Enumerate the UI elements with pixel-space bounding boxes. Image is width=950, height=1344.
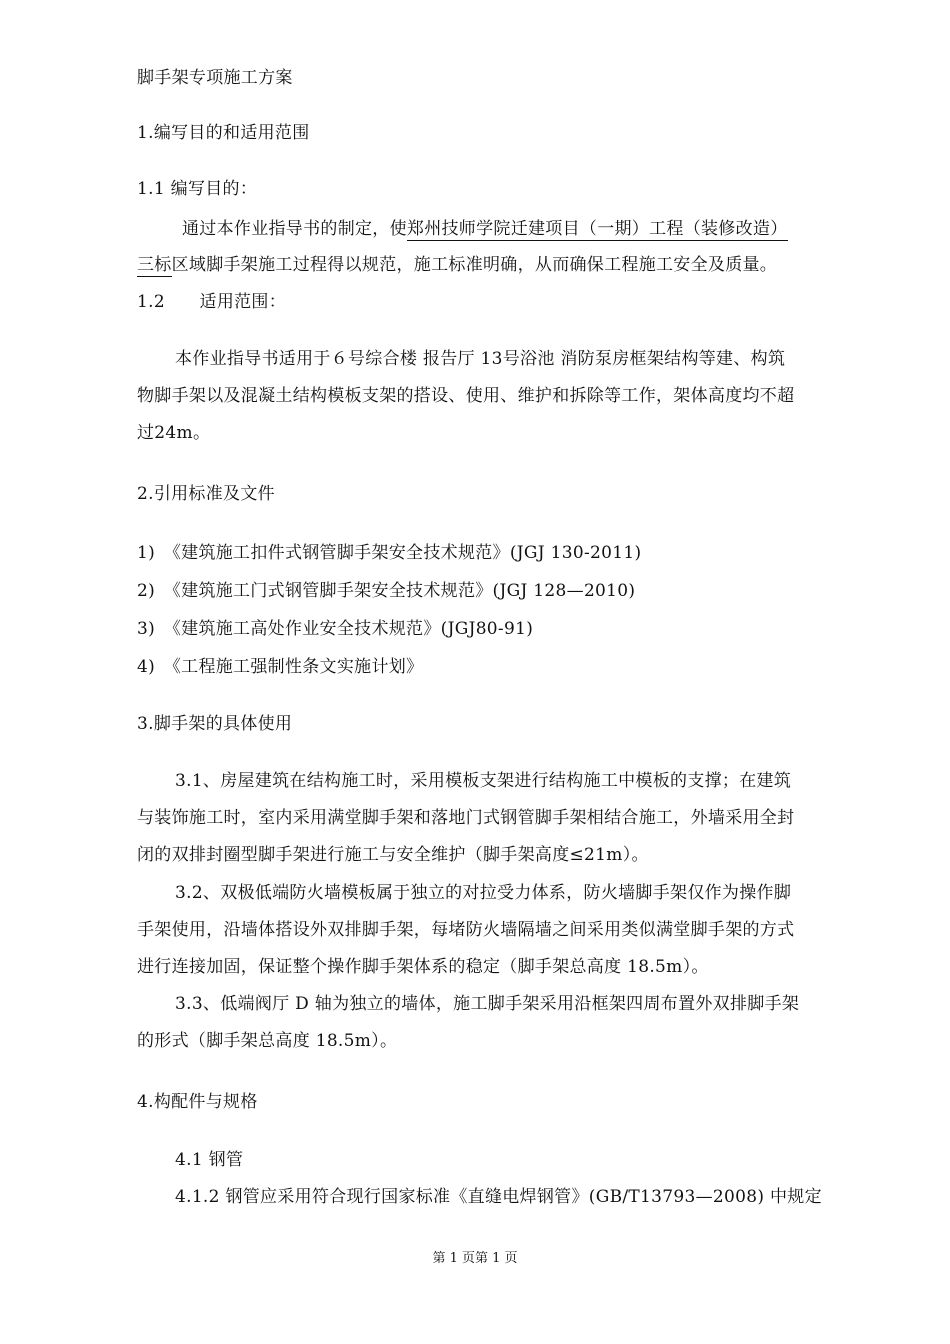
project-section-underlined: 三标 xyxy=(137,255,172,275)
section-1-2-heading: 1.2 适用范围： xyxy=(137,292,287,312)
paragraph-1-1-line-2 xyxy=(137,253,777,277)
reference-item: 3) 《建筑施工高处作业安全技术规范》(JGJ80-91) xyxy=(137,619,534,639)
reference-item: 4) 《工程施工强制性条文实施计划》 xyxy=(137,657,424,677)
paragraph-3-3-line-1: 3.3、低端阀厅 D 轴为独立的墙体，施工脚手架采用沿框架四周布置外双排脚手架 xyxy=(175,994,800,1014)
section-2-heading: 2.引用标准及文件 xyxy=(137,484,275,504)
document-title: 脚手架专项施工方案 xyxy=(137,68,293,88)
section-4-heading: 4.构配件与规格 xyxy=(137,1092,258,1112)
paragraph-3-2-line-3: 进行连接加固，保证整个操作脚手架体系的稳定（脚手架总高度 18.5m）。 xyxy=(137,957,709,977)
paragraph-1-1-line-1 xyxy=(182,217,788,241)
paragraph-3-3-line-2: 的形式（脚手架总高度 18.5m）。 xyxy=(137,1031,398,1051)
paragraph-3-1-line-1: 3.1、房屋建筑在结构施工时，采用模板支架进行结构施工中模板的支撑；在建筑 xyxy=(175,771,792,791)
reference-item: 1) 《建筑施工扣件式钢管脚手架安全技术规范》(JGJ 130-2011) xyxy=(137,543,642,563)
paragraph-3-1-line-2: 与装饰施工时，室内采用满堂脚手架和落地门式钢管脚手架相结合施工，外墙采用全封 xyxy=(137,808,795,828)
paragraph-4-1-2-line-1: 4.1.2 钢管应采用符合现行国家标准《直缝电焊钢管》(GB/T13793—2008) 中规定 xyxy=(175,1187,822,1207)
section-1-1-heading: 1.1 编写目的： xyxy=(137,179,258,199)
paragraph-1-2-line-1: 本作业指导书适用于６号综合楼 报告厅 13号浴池 消防泵房框架结构等建、构筑 xyxy=(175,349,786,369)
section-1-heading: 1.编写目的和适用范围 xyxy=(137,123,310,143)
paragraph-3-2-line-1: 3.2、双极低端防火墙模板属于独立的对拉受力体系，防火墙脚手架仅作为操作脚 xyxy=(175,883,792,903)
paragraph-3-2-line-2: 手架使用，沿墙体搭设外双排脚手架，每堵防火墙隔墙之间采用类似满堂脚手架的方式 xyxy=(137,920,795,940)
paragraph-1-2-line-3: 过24m。 xyxy=(137,423,211,443)
section-4-1-heading: 4.1 钢管 xyxy=(175,1150,244,1170)
paragraph-text: 区域脚手架施工过程得以规范，施工标准明确，从而确保工程施工安全及质量。 xyxy=(171,255,778,275)
paragraph-text: 通过本作业指导书的制定，使 xyxy=(182,219,407,239)
project-name-underlined: 郑州技师学院迁建项目（一期）工程（装修改造） xyxy=(406,219,788,239)
paragraph-3-1-line-3: 闭的双排封圈型脚手架进行施工与安全维护（脚手架高度≤21m）。 xyxy=(137,845,649,865)
page-footer: 第 1 页第 1 页 xyxy=(432,1251,518,1266)
paragraph-1-2-line-2: 物脚手架以及混凝土结构模板支架的搭设、使用、维护和拆除等工作，架体高度均不超 xyxy=(137,386,795,406)
section-3-heading: 3.脚手架的具体使用 xyxy=(137,714,293,734)
reference-item: 2) 《建筑施工门式钢管脚手架安全技术规范》(JGJ 128—2010) xyxy=(137,581,636,601)
